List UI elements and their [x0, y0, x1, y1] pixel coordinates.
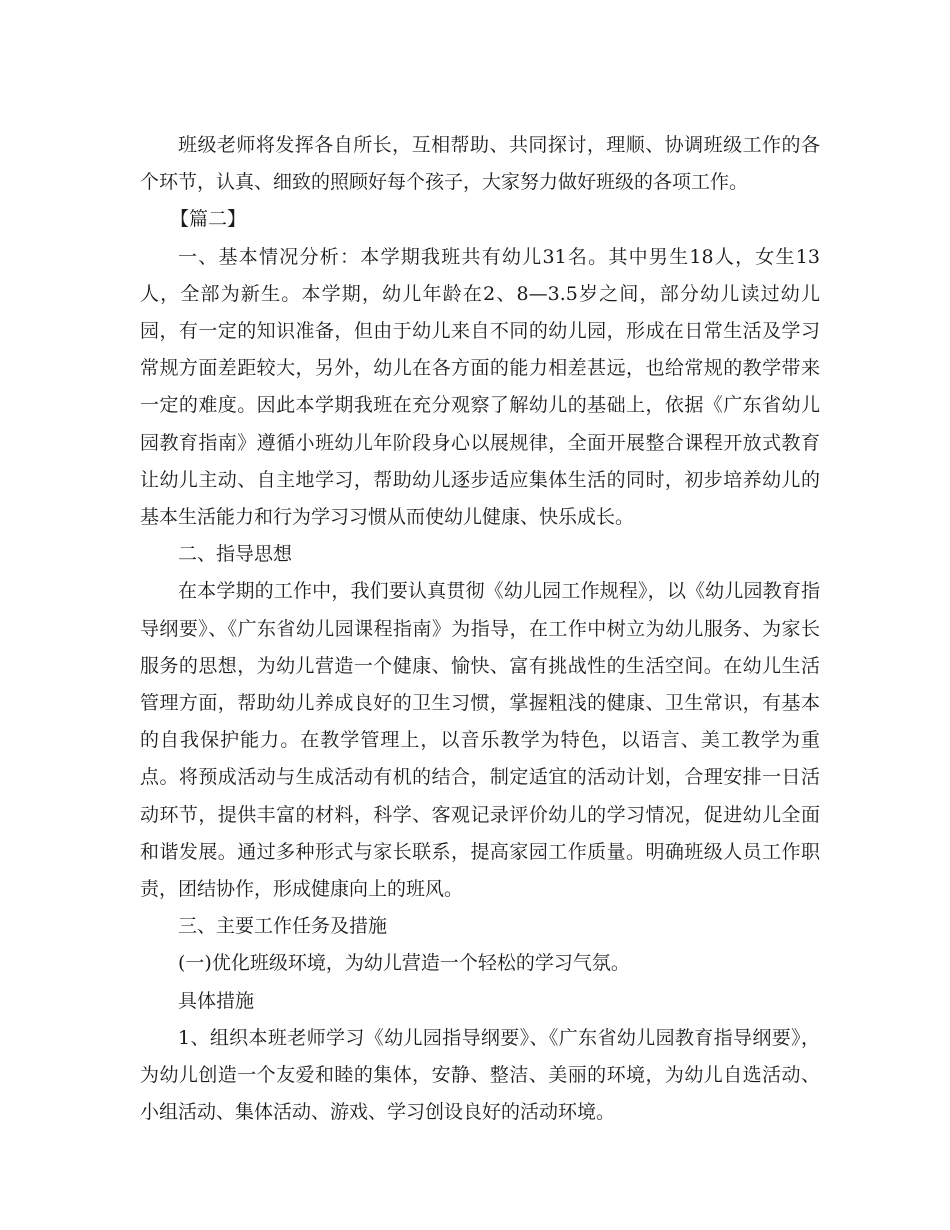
document-body: [140, 127, 820, 1131]
paragraph-guiding-thought: 在本学期的工作中，我们要认真贯彻《幼儿园工作规程》，以《幼儿园教育指导纲要》、《广东省幼儿园课程指南》为指导，在工作中树立为幼儿服务、为家长服务的思想，为幼儿营造一个健康、愉快、富有挑战性的生活空间。在幼儿生活管理方面，帮助幼儿养成良好的卫生习惯，掌握粗浅的健康、卫生常识，有基本的自我保护能力。在教学管理上，以音乐教学为特色，以语言、美工教学为重点。将预成活动与生成活动有机的结合，制定适宜的活动计划，合理安排一日活动环节，提供丰富的材料，科学、客观记录评价幼儿的学习情况，促进幼儿全面和谐发展。通过多种形式与家长联系，提高家园工作质量。明确班级人员工作职责，团结协作，形成健康向上的班风。: [140, 580, 820, 901]
paragraph-teachers-cooperation: 班级老师将发挥各自所长，互相帮助、共同探讨，理顺、协调班级工作的各个环节，认真、细致的照顾好每个孩子，大家努力做好班级的各项工作。: [140, 134, 820, 194]
heading-main-tasks: 三、主要工作任务及措施: [178, 915, 388, 938]
paragraph-basic-situation: 一、基本情况分析：本学期我班共有幼儿31名。其中男生18人，女生13人，全部为新生。本学期，幼儿年龄在2、8—3.5岁之间，部分幼儿读过幼儿园，有一定的知识准备，但由于幼儿来自不同的幼儿园，形成在日常生活及学习常规方面差距较大，另外，幼儿在各方面的能力相差甚远，也给常规的教学带来一定的难度。因此本学期我班在充分观察了解幼儿的基础上，依据《广东省幼儿园教育指南》遵循小班幼儿年阶段身心以展规律，全面开展整合课程开放式教育让幼儿主动、自主地学习，帮助幼儿逐步适应集体生活的同时，初步培养幼儿的基本生活能力和行为学习习惯从而使幼儿健康、快乐成长。: [140, 245, 820, 529]
paragraph-measure-one: 1、组织本班老师学习《幼儿园指导纲要》、《广东省幼儿园教育指导纲要》，为幼儿创造一个友爱和睦的集体，安静、整洁、美丽的环境，为幼儿自选活动、小组活动、集体活动、游戏、学习创设良好的活动环境。: [140, 1026, 820, 1124]
subheading-optimize-environment: (一)优化班级环境，为幼儿营造一个轻松的学习气氛。: [178, 952, 630, 975]
heading-specific-measures: 具体措施: [178, 989, 255, 1012]
heading-guiding-thought: 二、指导思想: [178, 543, 293, 566]
section-tag-part-two: 【篇二】: [170, 208, 247, 231]
